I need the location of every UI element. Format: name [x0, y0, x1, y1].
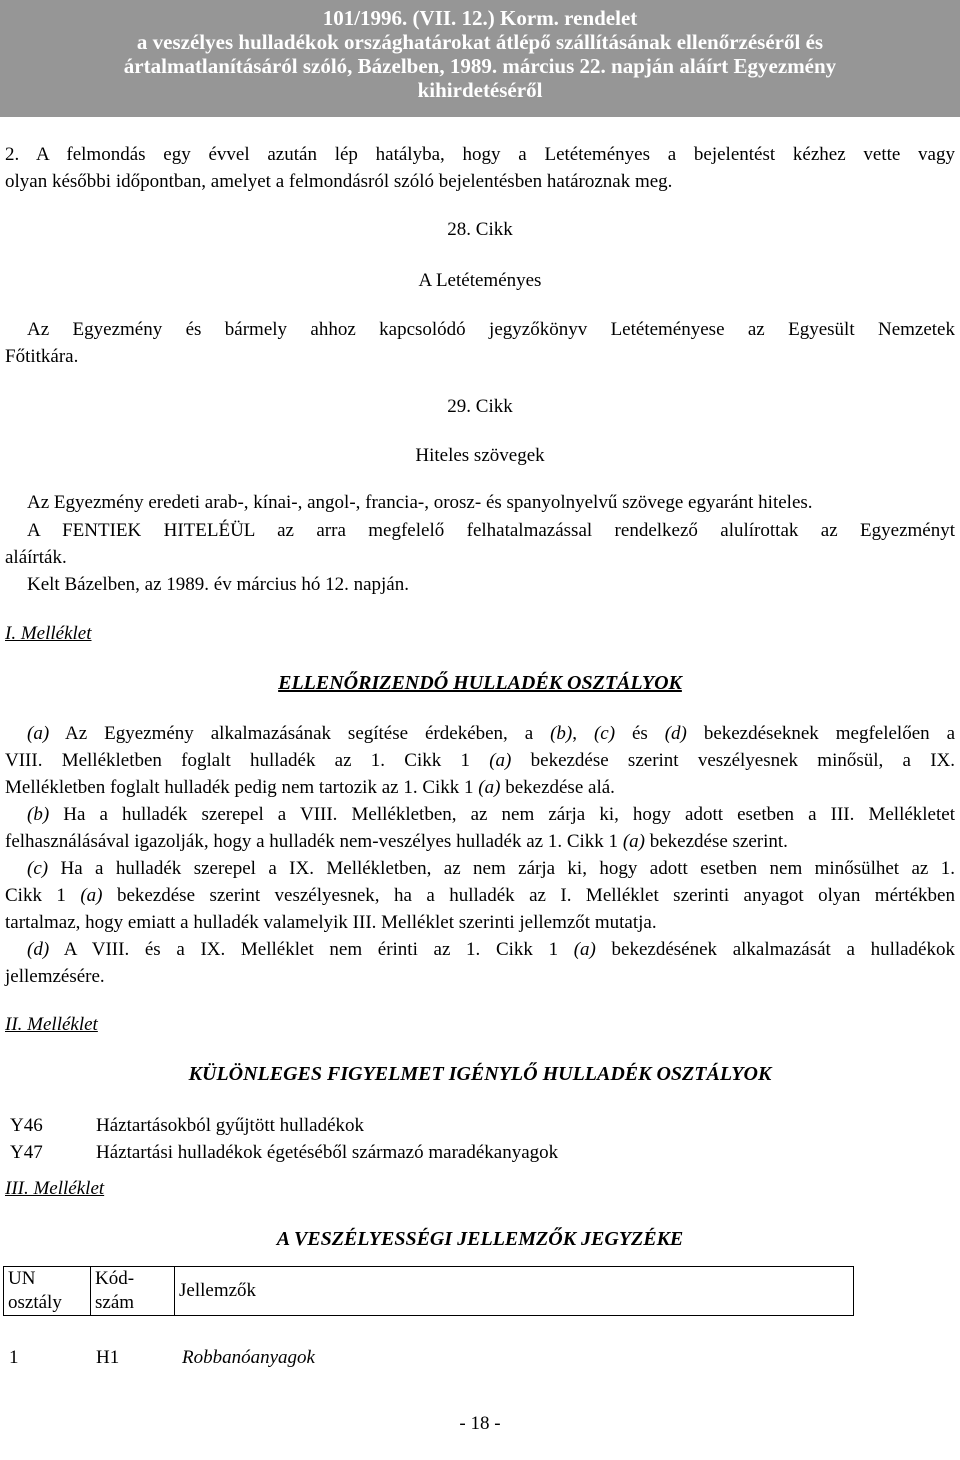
annex-1-label: I. Melléklet [5, 623, 92, 644]
table-row-un: 1 [9, 1347, 19, 1368]
annex-1-c-line-1: (c) Ha a hulladék szerepel a IX. Mellékletben, az nem zárja ki, hogy adott esetben nem minősülhet az 1. [27, 858, 955, 879]
annex-1-d-line-2: jellemzésére. [5, 966, 105, 987]
annex-1-title: ELLENŐRIZENDŐ HULLADÉK OSZTÁLYOK [278, 672, 682, 694]
annex-2-item-desc: Háztartási hulladékok égetéséből származó maradékanyagok [96, 1142, 559, 1163]
hazard-characteristics-table [3, 1266, 854, 1316]
annex-1-a-line-2: VIII. Mellékletben foglalt hulladék az 1. Cikk 1 (a) bekezdése szerint veszélyesnek minősül, a IX. [5, 750, 955, 771]
fentiek-line-1: A FENTIEK HITELÉÜL az arra megfelelő felhatalmazással rendelkező alulírottak az Egyezményt [27, 520, 955, 541]
annex-1-b-line-1: (b) Ha a hulladék szerepel a VIII. Mellékletben, az nem zárja ki, hogy adott esetben a III. Mellékletet [27, 804, 955, 825]
annex-3-label: III. Melléklet [5, 1178, 105, 1199]
table-header-row [4, 1267, 854, 1316]
header-line-3: ártalmatlanításáról szóló, Bázelben, 1989. március 22. napján aláírt Egyezmény [123, 54, 837, 78]
annex-3-title: A VESZÉLYESSÉGI JELLEMZŐK JEGYZÉKE [276, 1228, 684, 1250]
article-29-number: 29. Cikk [447, 396, 513, 417]
article-29-text: Az Egyezmény eredeti arab-, kínai-, angol-, francia-, orosz- és spanyolnyelvű szövege egyaránt hiteles. [27, 492, 813, 513]
paragraph-2-line-2: olyan későbbi időpontban, amelyet a felmondásról szóló bejelentésben határoznak meg. [5, 171, 673, 192]
annex-2-item-code: Y47 [10, 1142, 43, 1163]
fentiek-line-2: aláírták. [5, 547, 67, 568]
paragraph-2-line-1: 2. A felmondás egy évvel azután lép hatályba, hogy a Letéteményes a bejelentést kézhez vette vagy [5, 144, 955, 165]
marker-b: (b) [27, 804, 50, 825]
column-header-kod: Kód- szám [91, 1267, 175, 1316]
header-line-1: 101/1996. (VII. 12.) Korm. rendelet [322, 6, 638, 30]
document-header [0, 0, 960, 117]
annex-1-d-line-1: (d) A VIII. és a IX. Melléklet nem érinti az 1. Cikk 1 (a) bekezdésének alkalmazását a hulladékok [27, 939, 955, 960]
annex-1-a-line-3: Mellékletben foglalt hulladék pedig nem tartozik az 1. Cikk 1 (a) bekezdése alá. [5, 777, 615, 798]
annex-2-title: KÜLÖNLEGES FIGYELMET IGÉNYLŐ HULLADÉK OSZTÁLYOK [188, 1063, 772, 1085]
header-line-4: kihirdetéséről [417, 78, 543, 102]
article-28-title: A Letéteményes [418, 270, 542, 291]
header-line-2: a veszélyes hulladékok országhatárokat átlépő szállításának ellenőrzéséről és [136, 30, 824, 54]
page-number: - 18 - [459, 1413, 501, 1434]
annex-1-c-line-3: tartalmaz, hogy emiatt a hulladék valamelyik III. Melléklet szerinti jellemzőt mutatja. [5, 912, 657, 933]
marker-d: (d) [27, 939, 50, 960]
article-28-text-line-2: Főtitkára. [5, 346, 79, 367]
article-28-number: 28. Cikk [447, 219, 513, 240]
marker-c: (c) [27, 858, 49, 879]
annex-1-a-line-1: (a) Az Egyezmény alkalmazásának segítése érdekében, a (b), (c) és (d) bekezdéseknek megfelelően a [27, 723, 955, 744]
annex-2-label: II. Melléklet [5, 1014, 98, 1035]
column-header-un: UN osztály [4, 1267, 91, 1316]
table-row-kod: H1 [96, 1347, 120, 1368]
annex-1-b-line-2: felhasználásával igazolják, hogy a hulladék nem-veszélyes hulladék az 1. Cikk 1 (a) bekezdése szerint. [5, 831, 788, 852]
table-row-desc: Robbanóanyagok [182, 1347, 315, 1368]
annex-2-item-desc: Háztartásokból gyűjtött hulladékok [96, 1115, 365, 1136]
annex-2-item-code: Y46 [10, 1115, 43, 1136]
marker-a: (a) [27, 723, 50, 744]
article-28-text-line-1: Az Egyezmény és bármely ahhoz kapcsolódó jegyzőkönyv Letéteményese az Egyesült Nemzetek [27, 319, 955, 340]
kelt-line: Kelt Bázelben, az 1989. év március hó 12. napján. [27, 574, 409, 595]
column-header-jellemzok: Jellemzők [175, 1267, 854, 1316]
article-29-title: Hiteles szövegek [415, 445, 545, 466]
annex-1-c-line-2: Cikk 1 (a) bekezdése szerint veszélyesnek, ha a hulladék az I. Melléklet szerinti anyagot olyan mértékben [5, 885, 955, 906]
